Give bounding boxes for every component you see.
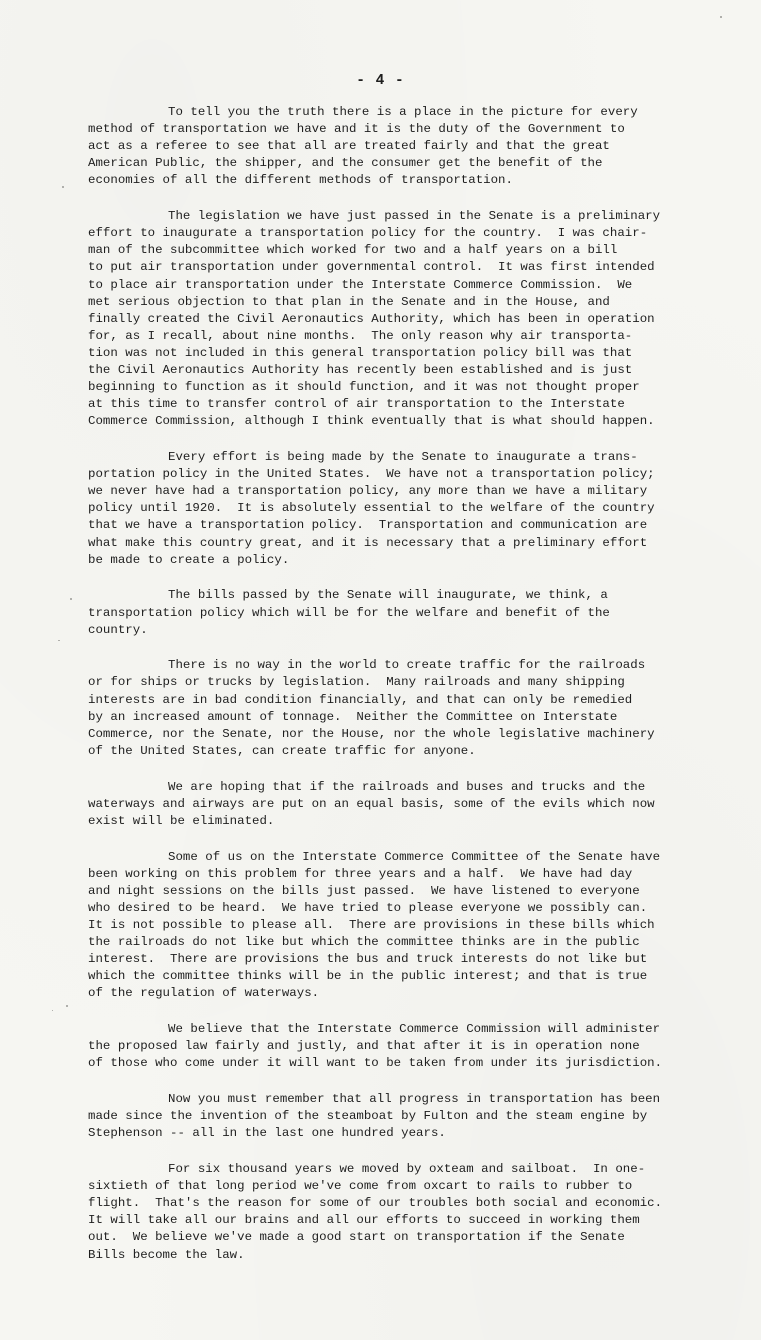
paragraph: [88, 1091, 710, 1142]
document-body: [88, 104, 710, 1282]
paragraph: [88, 1161, 710, 1264]
scan-speck: [58, 640, 60, 641]
text-line: or for ships or trucks by legislation. Many railroads and many shipping: [88, 675, 625, 690]
text-line: economies of all the different methods of transportation.: [88, 173, 513, 188]
text-line: of the United States, can create traffic for anyone.: [88, 743, 476, 758]
text-line: effort to inaugurate a transportation policy for the country. I was chair-: [88, 226, 648, 241]
scan-speck: [62, 186, 64, 188]
text-line: to place air transportation under the Interstate Commerce Commission. We: [88, 277, 633, 292]
text-line: of the regulation of waterways.: [88, 986, 320, 1001]
text-line: the Civil Aeronautics Authority has recently been established and is just: [88, 363, 633, 377]
text-line: It will take all our brains and all our efforts to succeed in working them: [88, 1213, 640, 1228]
text-line: We believe that the Interstate Commerce Commission will administer: [168, 1022, 661, 1037]
text-line: country.: [88, 622, 148, 637]
text-line: by an increased amount of tonnage. Neither the Committee on Interstate: [88, 709, 618, 724]
text-line: Commerce, nor the Senate, nor the House, nor the whole legislative machinery: [88, 726, 655, 741]
text-line: finally created the Civil Aeronautics Authority, which has been in operation: [88, 311, 655, 326]
text-line: Stephenson -- all in the last one hundred years.: [88, 1126, 446, 1141]
text-line: interest. There are provisions the bus and truck interests do not like but: [88, 952, 648, 967]
paragraph: [88, 587, 710, 638]
text-line: It is not possible to please all. There are provisions in these bills which: [88, 917, 655, 932]
paragraph: [88, 104, 710, 189]
text-line: the proposed law fairly and justly, and that after it is in operation none: [88, 1039, 640, 1054]
text-line: For six thousand years we moved by oxteam and sailboat. In one-: [168, 1162, 646, 1177]
text-line: been working on this problem for three years and a half. We have had day: [88, 866, 633, 881]
text-line: To tell you the truth there is a place in the picture for every: [168, 105, 638, 119]
paragraph: [88, 208, 710, 430]
text-line: American Public, the shipper, and the consumer get the benefit of the: [88, 156, 603, 171]
text-line: Bills become the law.: [88, 1247, 245, 1262]
text-line: and night sessions on the bills just passed. We have listened to everyone: [88, 883, 640, 898]
text-line: Some of us on the Interstate Commerce Committee of the Senate have: [168, 849, 661, 864]
text-line: met serious objection to that plan in the Senate and in the House, and: [88, 294, 610, 309]
text-line: transportation policy which will be for the welfare and benefit of the: [88, 605, 610, 620]
text-line: man of the subcommittee which worked for two and a half years on a bill: [88, 243, 618, 258]
paragraph: [88, 779, 710, 830]
text-line: act as a referee to see that all are treated fairly and that the great: [88, 139, 610, 154]
text-line: be made to create a policy.: [88, 552, 290, 567]
scan-speck: [66, 1005, 68, 1007]
text-line: Every effort is being made by the Senate to inaugurate a trans-: [168, 450, 638, 465]
text-line: We are hoping that if the railroads and buses and trucks and the: [168, 779, 646, 794]
text-line: tion was not included in this general transportation policy bill was that: [88, 345, 633, 360]
text-line: what make this country great, and it is necessary that a preliminary effort: [88, 535, 648, 550]
text-line: exist will be eliminated.: [88, 813, 275, 828]
text-line: made since the invention of the steamboat by Fulton and the steam engine by: [88, 1109, 648, 1124]
text-line: who desired to be heard. We have tried to please everyone we possibly can.: [88, 900, 648, 915]
scan-speck: [70, 598, 72, 600]
text-line: to put air transportation under governmental control. It was first intended: [88, 260, 655, 275]
text-line: the railroads do not like but which the committee thinks are in the public: [88, 935, 640, 950]
text-line: flight. That's the reason for some of our troubles both social and economic.: [88, 1196, 663, 1211]
scan-speck: [720, 16, 722, 18]
page-number: - 4 -: [356, 73, 405, 89]
text-line: beginning to function as it should function, and it was not thought proper: [88, 380, 640, 395]
text-line: out. We believe we've made a good start on transportation if the Senate: [88, 1230, 625, 1245]
text-line: sixtieth of that long period we've come from oxcart to rails to rubber to: [88, 1179, 633, 1194]
paragraph: [88, 449, 710, 569]
text-line: method of transportation we have and it is the duty of the Government to: [88, 122, 625, 137]
text-line: of those who come under it will want to be taken from under its jurisdiction.: [88, 1056, 663, 1071]
paragraph: [88, 657, 710, 760]
text-line: waterways and airways are put on an equal basis, some of the evils which now: [88, 796, 655, 811]
text-line: The legislation we have just passed in the Senate is a preliminary: [168, 209, 661, 224]
text-line: at this time to transfer control of air transportation to the Interstate: [88, 397, 625, 412]
text-line: The bills passed by the Senate will inaugurate, we think, a: [168, 588, 608, 603]
text-line: which the committee thinks will be in the public interest; and that is true: [88, 969, 648, 984]
text-line: policy until 1920. It is absolutely essential to the welfare of the country: [88, 501, 655, 516]
scan-speck: [52, 1010, 53, 1011]
paragraph: [88, 849, 710, 1003]
text-line: interests are in bad condition financially, and that can only be remedied: [88, 692, 633, 707]
text-line: There is no way in the world to create traffic for the railroads: [168, 658, 646, 673]
text-line: portation policy in the United States. We have not a transportation policy;: [88, 467, 655, 482]
paragraph: [88, 1021, 710, 1072]
text-line: for, as I recall, about nine months. The only reason why air transporta-: [88, 328, 633, 343]
text-line: that we have a transportation policy. Transportation and communication are: [88, 518, 648, 533]
text-line: we never have had a transportation policy, any more than we have a military: [88, 484, 648, 499]
text-line: Now you must remember that all progress in transportation has been: [168, 1092, 661, 1107]
text-line: Commerce Commission, although I think eventually that is what should happen.: [88, 414, 655, 429]
